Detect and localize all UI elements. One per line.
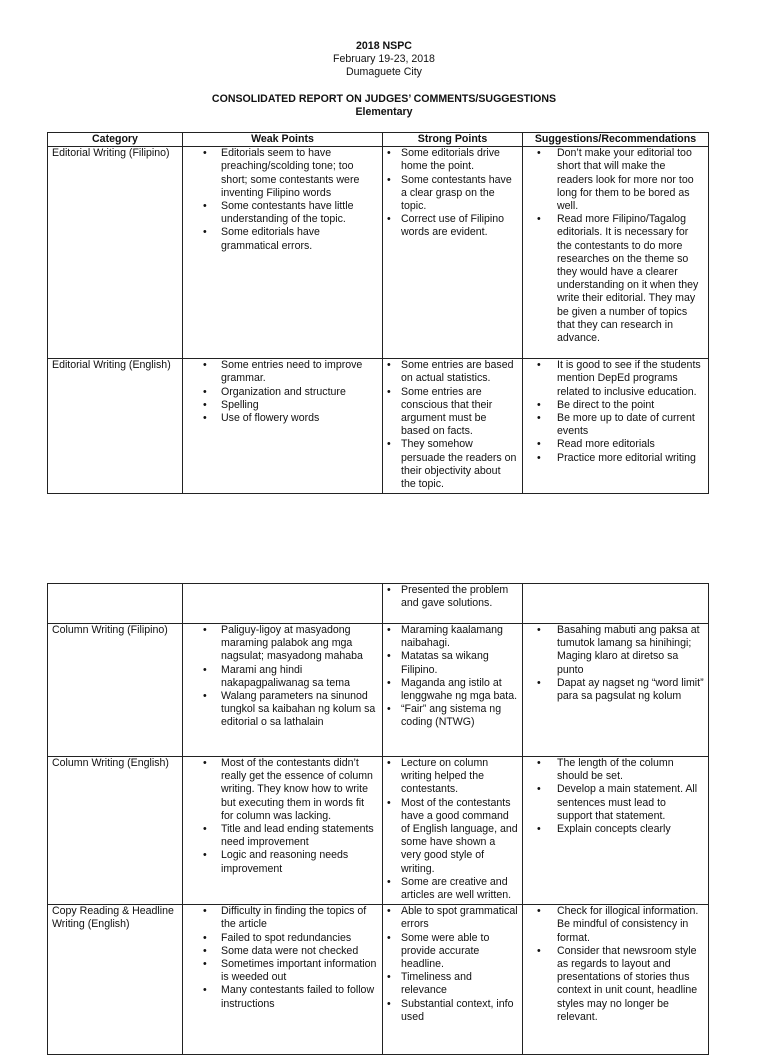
report-title: CONSOLIDATED REPORT ON JUDGES’ COMMENTS/SUGGESTIONS — [211, 93, 557, 105]
table-row — [48, 584, 709, 624]
strong-point-item: • Some were able to provide accurate headline. — [387, 932, 518, 972]
suggestions-cell — [523, 584, 709, 624]
table-row — [48, 905, 709, 1055]
weak-point-item: • Sometimes important information is weeded out — [187, 958, 378, 984]
weak-point-item: • Difficulty in finding the topics of the article — [187, 905, 378, 931]
weak-point-item: • Logic and reasoning needs improvement — [187, 849, 378, 875]
event-title: 2018 NSPC — [356, 40, 412, 52]
weak-point-list — [187, 147, 378, 253]
strong-point-item: • Some editorials drive home the point. — [387, 147, 518, 173]
column-header-weak-points: Weak Points — [183, 133, 383, 147]
weak-point-item: • Many contestants failed to follow instructions — [187, 984, 378, 1010]
strong-point-item: • They somehow persuade the readers on their objectivity about the topic. — [387, 438, 518, 491]
weak-points-cell — [183, 757, 383, 905]
suggestions-cell — [523, 757, 709, 905]
column-header-suggestions: Suggestions/Recommendations — [523, 133, 709, 147]
strong-points-cell — [383, 624, 523, 757]
strong-point-item: • Substantial context, info used — [387, 998, 518, 1024]
column-header-category: Category — [48, 133, 183, 147]
weak-points-cell — [183, 624, 383, 757]
table-row — [48, 757, 709, 905]
weak-point-list — [187, 905, 378, 1011]
suggestion-item: • Read more Filipino/Tagalog editorials. It is necessary for the contestants to do more researches on the theme so they would have a clearer understanding on it when they write their editorial. They may be given a number of topics that they can research in advance. — [527, 213, 704, 345]
weak-point-item: • Spelling — [187, 399, 378, 412]
suggestions-cell — [523, 905, 709, 1055]
weak-points-cell — [183, 359, 383, 494]
category-cell: Column Writing (English) — [48, 757, 183, 905]
category-cell: Editorial Writing (English) — [48, 359, 183, 494]
strong-point-list — [387, 624, 518, 730]
strong-points-cell — [383, 147, 523, 359]
strong-point-list — [387, 584, 518, 610]
weak-point-item: • Title and lead ending statements need improvement — [187, 823, 378, 849]
weak-point-item: • Some editorials have grammatical errors. — [187, 226, 378, 252]
suggestion-list — [527, 147, 704, 345]
suggestion-item: • Consider that newsroom style as regards to layout and presentations of stories thus context in unit count, headline styles may no longer be relevant. — [527, 945, 704, 1024]
suggestion-item: • Develop a main statement. All sentences must lead to support that statement. — [527, 783, 704, 823]
weak-point-list — [187, 624, 378, 730]
suggestions-cell — [523, 359, 709, 494]
strong-point-list — [387, 359, 518, 491]
weak-point-item: • Organization and structure — [187, 386, 378, 399]
strong-point-item: • Maganda ang istilo at lenggwahe ng mga bata. — [387, 677, 518, 703]
strong-points-cell — [383, 359, 523, 494]
strong-point-item: • Presented the problem and gave solutions. — [387, 584, 518, 610]
strong-points-cell — [383, 584, 523, 624]
weak-point-item: • Some data were not checked — [187, 945, 378, 958]
strong-point-item: • Some entries are conscious that their argument must be based on facts. — [387, 386, 518, 439]
strong-point-item: • Timeliness and relevance — [387, 971, 518, 997]
strong-point-item: • Some entries are based on actual statistics. — [387, 359, 518, 385]
report-heading — [0, 93, 768, 119]
suggestion-item: • Practice more editorial writing — [527, 452, 704, 465]
suggestions-cell — [523, 147, 709, 359]
table-row — [48, 624, 709, 757]
table-header-row — [48, 133, 709, 147]
comments-table-page-2 — [47, 583, 709, 1055]
suggestion-list — [527, 757, 704, 836]
comments-table-page-1 — [47, 132, 709, 494]
event-dates: February 19-23, 2018 — [333, 53, 435, 66]
weak-point-item: • Most of the contestants didn’t really get the essence of column writing. They know how to write but executing them in words fit for column was lacking. — [187, 757, 378, 823]
suggestion-item: • Be direct to the point — [527, 399, 704, 412]
weak-point-item: • Some contestants have little understanding of the topic. — [187, 200, 378, 226]
strong-point-item: • Some are creative and articles are well written. — [387, 876, 518, 902]
weak-point-item: • Editorials seem to have preaching/scolding tone; too short; some contestants were inventing Filipino words — [187, 147, 378, 200]
strong-points-cell — [383, 905, 523, 1055]
strong-point-item: • Some contestants have a clear grasp on the topic. — [387, 174, 518, 214]
strong-points-cell — [383, 757, 523, 905]
suggestion-item: • Check for illogical information. Be mindful of consistency in format. — [527, 905, 704, 945]
weak-point-item: • Marami ang hindi nakapagpaliwanag sa tema — [187, 664, 378, 690]
strong-point-list — [387, 905, 518, 1024]
weak-points-cell — [183, 584, 383, 624]
strong-point-item: • Maraming kaalamang naibahagi. — [387, 624, 518, 650]
suggestion-item: • The length of the column should be set. — [527, 757, 704, 783]
weak-point-item: • Paliguy-ligoy at masyadong maraming palabok ang mga nagsulat; masyadong mahaba — [187, 624, 378, 664]
strong-point-item: • “Fair” ang sistema ng coding (NTWG) — [387, 703, 518, 729]
weak-points-cell — [183, 147, 383, 359]
suggestion-list — [527, 359, 704, 465]
suggestion-item: • Basahing mabuti ang paksa at tumutok lamang sa hinihingi; Maging klaro at diretso sa punto — [527, 624, 704, 677]
weak-point-item: • Failed to spot redundancies — [187, 932, 378, 945]
report-level: Elementary — [355, 106, 413, 119]
weak-point-list — [187, 359, 378, 425]
weak-point-item: • Use of flowery words — [187, 412, 378, 425]
suggestions-cell — [523, 624, 709, 757]
document-header — [0, 40, 768, 80]
strong-point-item: • Lecture on column writing helped the contestants. — [387, 757, 518, 797]
category-cell: Column Writing (Filipino) — [48, 624, 183, 757]
strong-point-item: • Correct use of Filipino words are evident. — [387, 213, 518, 239]
category-cell: Editorial Writing (Filipino) — [48, 147, 183, 359]
suggestion-item: • Explain concepts clearly — [527, 823, 704, 836]
table-row — [48, 359, 709, 494]
category-cell: Copy Reading & Headline Writing (English) — [48, 905, 183, 1055]
suggestion-list — [527, 624, 704, 703]
column-header-strong-points: Strong Points — [383, 133, 523, 147]
strong-point-item: • Matatas sa wikang Filipino. — [387, 650, 518, 676]
strong-point-item: • Most of the contestants have a good command of English language, and some have shown a very good style of writing. — [387, 797, 518, 876]
table-row — [48, 147, 709, 359]
event-venue: Dumaguete City — [346, 66, 422, 79]
strong-point-item: • Able to spot grammatical errors — [387, 905, 518, 931]
suggestion-item: • Read more editorials — [527, 438, 704, 451]
suggestion-item: • It is good to see if the students mention DepEd programs related to inclusive education. — [527, 359, 704, 399]
suggestion-item: • Dapat ay nagset ng “word limit” para sa pagsulat ng kolum — [527, 677, 704, 703]
weak-point-list — [187, 757, 378, 876]
weak-points-cell — [183, 905, 383, 1055]
strong-point-list — [387, 147, 518, 239]
strong-point-list — [387, 757, 518, 902]
weak-point-item: • Some entries need to improve grammar. — [187, 359, 378, 385]
suggestion-list — [527, 905, 704, 1024]
weak-point-item: • Walang parameters na sinunod tungkol sa kaibahan ng kolum sa editorial o sa lathalain — [187, 690, 378, 730]
suggestion-item: • Don’t make your editorial too short that will make the readers look for more nor too long for them to be bored as well. — [527, 147, 704, 213]
category-cell — [48, 584, 183, 624]
suggestion-item: • Be more up to date of current events — [527, 412, 704, 438]
